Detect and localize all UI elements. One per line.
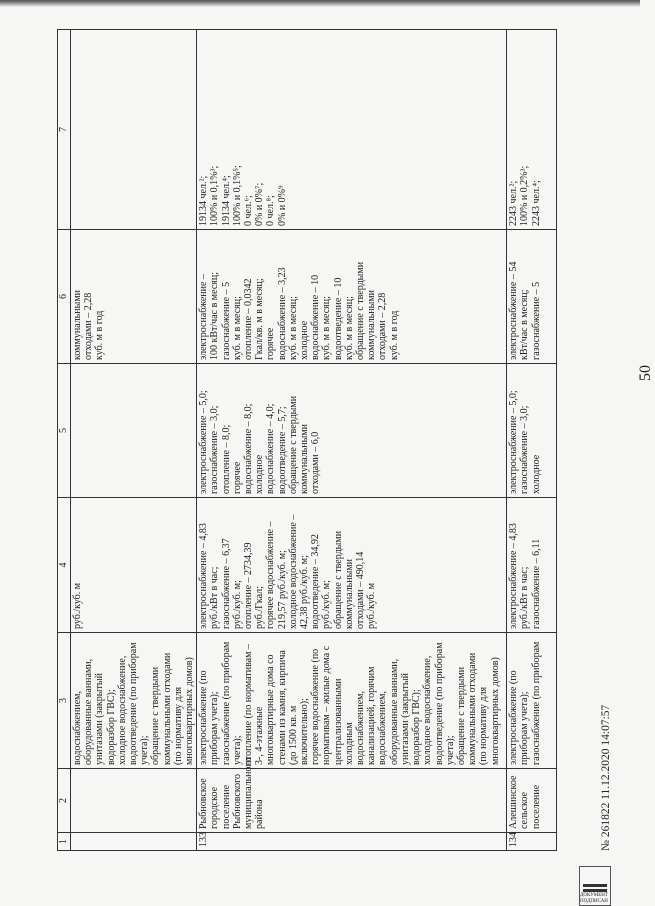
table-row bbox=[197, 30, 507, 851]
cell-line: руб./кВт в час; bbox=[519, 566, 531, 629]
cell-line: водоотведение – 5,7; bbox=[276, 406, 288, 494]
cell-line: руб./кВт в час; bbox=[209, 566, 221, 629]
cell-line: обращение с твердыми bbox=[455, 666, 467, 765]
services-cell bbox=[197, 633, 507, 769]
cell-line: отопление – 0,0342 bbox=[243, 278, 255, 360]
cell-line: водоснабжением, bbox=[355, 691, 367, 765]
cell-line: учета); bbox=[231, 735, 243, 765]
cell-line: коммунальными отходами bbox=[161, 652, 173, 765]
cell-line: отходами – 2,28 bbox=[377, 292, 389, 360]
population-share-cell bbox=[197, 30, 507, 230]
cell-line: 3-, 4-этажные bbox=[254, 706, 266, 765]
cell-line: района bbox=[254, 799, 266, 829]
cell-line: стенами из камня, кирпича bbox=[276, 650, 288, 765]
cell-line: 2243 чел.⁴; bbox=[530, 180, 542, 226]
row-number: 133 bbox=[198, 832, 210, 847]
cell-line: куб. м в месяц; bbox=[343, 296, 355, 360]
cell-line: горячее bbox=[231, 461, 243, 494]
column-number: 5 bbox=[58, 364, 71, 498]
cell-line: 2243 чел.²; bbox=[508, 180, 520, 226]
cell-line: отходами – 2,28 bbox=[83, 292, 95, 360]
stamp-text: ДОКУМЕНТ ПОДПИСАН bbox=[580, 893, 608, 904]
cell-line: холодное водоснабжение, bbox=[422, 655, 434, 765]
cell-line: куб. м в месяц; bbox=[321, 296, 333, 360]
cell-line: Рыбновского bbox=[231, 773, 243, 829]
cell-line: водоснабжение – 4,0; bbox=[265, 403, 277, 494]
cell-line: 0 чел.⁶; bbox=[243, 195, 255, 226]
scan-edge-shadow bbox=[0, 0, 640, 10]
cell-line: куб. м в год bbox=[94, 310, 106, 360]
services-cell bbox=[71, 633, 197, 769]
growth-index-cell bbox=[71, 364, 197, 498]
cell-line: холодным bbox=[343, 722, 355, 765]
row-number-cell bbox=[71, 833, 197, 851]
cell-line: руб./Гкал; bbox=[254, 586, 266, 629]
cell-line: унитазами (закрытый bbox=[94, 673, 106, 765]
cell-line: коммунальными bbox=[366, 290, 378, 360]
cell-line: многоквартирных домов) bbox=[184, 657, 196, 765]
cell-line: водоотведение – 10 bbox=[332, 277, 344, 360]
cell-line: канализацией, горячим bbox=[366, 666, 378, 765]
cell-line: руб./куб. м; bbox=[231, 580, 243, 629]
cell-line: многоквартирные дома со bbox=[265, 654, 277, 765]
consumption-volume-cell bbox=[71, 230, 197, 364]
cell-line: 0 чел.⁸; bbox=[265, 195, 277, 226]
cell-line: водоснабжением, bbox=[377, 691, 389, 765]
cell-line: газоснабжение – 5 bbox=[530, 281, 542, 360]
cell-line: включительно); bbox=[299, 698, 311, 765]
cell-line: руб./куб. м bbox=[366, 582, 378, 629]
settlement-name-cell bbox=[197, 757, 507, 833]
cell-line: холодное bbox=[254, 454, 266, 494]
cell-line: газоснабжение (по приборам bbox=[530, 641, 542, 765]
services-cell bbox=[507, 633, 557, 769]
cell-line: электроснабжение (по bbox=[198, 670, 210, 765]
document-registration-footer: № 261822 11.12.2020 14:07:57 bbox=[600, 704, 612, 851]
cell-line: нормативам – жилые дома с bbox=[321, 645, 333, 765]
cell-line: городское bbox=[209, 786, 221, 829]
cell-line: обращение с твердыми bbox=[332, 530, 344, 629]
cell-line: отходами – 6,0 bbox=[310, 431, 322, 494]
cell-line: холодное bbox=[530, 454, 542, 494]
cell-line: газоснабжение – 5 bbox=[220, 281, 232, 360]
column-number: 7 bbox=[58, 30, 71, 230]
cell-line: коммунальными bbox=[72, 290, 83, 360]
signature-stamp bbox=[579, 866, 611, 906]
cell-line: Алешинское bbox=[508, 775, 520, 829]
cell-line: коммунальными bbox=[343, 559, 355, 629]
stamp-bar bbox=[583, 884, 607, 887]
cell-line: электроснабжение – 5,0; bbox=[508, 390, 520, 494]
cell-line: электроснабжение – 4,83 bbox=[508, 523, 520, 629]
cell-line: обращение с твердыми bbox=[287, 395, 299, 494]
cell-line: холодное bbox=[299, 320, 311, 360]
cell-line: централизованными bbox=[332, 678, 344, 765]
cell-line: приборам учета); bbox=[209, 691, 221, 765]
cell-line: 100% и 0,1%⁵; bbox=[231, 165, 243, 226]
cell-line: приборам учета); bbox=[519, 691, 531, 765]
cell-line: 100 кВт/час в месяц; bbox=[209, 272, 221, 360]
cell-line: 219,57 руб./куб. м; bbox=[276, 550, 288, 629]
cell-line: 42,38 руб./куб. м; bbox=[299, 555, 311, 629]
cell-line: горячее водоснабжение (по bbox=[310, 648, 322, 765]
cell-line: водоснабжение – 3,23 bbox=[276, 267, 288, 360]
cell-line: коммунальными отходами bbox=[467, 652, 479, 765]
continuation-row bbox=[71, 30, 197, 851]
cell-line: многоквартирных домов) bbox=[489, 657, 501, 765]
cell-line: (по нормативу для bbox=[172, 686, 184, 765]
cell-line: отопление – 2734,39 bbox=[243, 542, 255, 629]
cell-line: электроснабжение – 4,83 bbox=[198, 523, 210, 629]
cell-line: унитазами (закрытый bbox=[399, 673, 411, 765]
cell-line: оборудованные ваннами, bbox=[388, 658, 400, 765]
cell-line: муниципального bbox=[243, 757, 255, 829]
cell-line: поселение bbox=[530, 784, 542, 829]
column-number: 2 bbox=[58, 769, 71, 833]
cell-line: 19134 чел.⁴; bbox=[220, 175, 232, 226]
stamp-bar bbox=[583, 889, 607, 892]
cell-line: куб. м в месяц; bbox=[287, 296, 299, 360]
cell-line: газоснабжение – 3,0; bbox=[519, 405, 531, 494]
cell-line: отопление (по нормативам – bbox=[243, 644, 255, 765]
cell-line: водоразбор ГВС); bbox=[411, 689, 423, 765]
cell-line: электроснабжение – 54 bbox=[508, 261, 520, 360]
cell-line: электроснабжение (по bbox=[508, 670, 520, 765]
cell-line: водоотведение – 34,92 bbox=[310, 534, 322, 629]
cell-line: руб./куб. м; bbox=[321, 580, 333, 629]
column-number-row bbox=[58, 30, 71, 851]
cell-line: поселение bbox=[220, 784, 232, 829]
cell-line: учета); bbox=[444, 735, 456, 765]
cell-line: учета); bbox=[139, 735, 151, 765]
cell-line: кВт/час в месяц; bbox=[519, 289, 531, 360]
column-number: 4 bbox=[58, 498, 71, 633]
cell-line: горячее водоснабжение – bbox=[265, 521, 277, 629]
cell-line: оборудованные ваннами, bbox=[83, 658, 95, 765]
cell-line: 19134 чел.²; bbox=[198, 175, 210, 226]
table-row bbox=[507, 30, 557, 851]
column-number: 3 bbox=[58, 633, 71, 769]
cell-line: куб. м в месяц; bbox=[231, 296, 243, 360]
cell-line: отопление – 8,0; bbox=[220, 424, 232, 494]
settlement-name-cell bbox=[507, 769, 557, 833]
consumption-volume-cell bbox=[197, 230, 507, 364]
tariff-table bbox=[57, 29, 557, 851]
cell-line: Рыбновское bbox=[198, 778, 210, 829]
cell-line: газоснабжение – 6,37 bbox=[220, 538, 232, 629]
tariffs-cell bbox=[71, 498, 197, 633]
cell-line: Гкал/кв. м в месяц; bbox=[254, 278, 266, 360]
cell-line: холодное водоснабжение, bbox=[116, 655, 128, 765]
row-number: 134 bbox=[508, 832, 520, 847]
cell-line: холодное водоснабжение – bbox=[287, 514, 299, 629]
cell-line: отходами – 490,14 bbox=[355, 551, 367, 629]
cell-line: 0% и 0%⁹ bbox=[276, 185, 288, 226]
cell-line: обращение с твердыми bbox=[150, 666, 162, 765]
cell-line: водоотведение (по приборам bbox=[433, 642, 445, 765]
tariffs-cell bbox=[507, 498, 557, 633]
cell-line: (до 1500 кв. м bbox=[287, 705, 299, 765]
cell-line: электроснабжение – 5,0; bbox=[198, 390, 210, 494]
consumption-volume-cell bbox=[507, 230, 557, 364]
cell-line: водоотведение (по приборам bbox=[128, 642, 140, 765]
cell-line: обращение с твердыми bbox=[355, 261, 367, 360]
page-number: 50 bbox=[637, 365, 654, 381]
cell-line: (по нормативу для bbox=[478, 686, 490, 765]
column-number: 6 bbox=[58, 230, 71, 364]
growth-index-cell bbox=[197, 364, 507, 498]
cell-line: водоснабжением, bbox=[72, 691, 83, 765]
settlement-name-cell bbox=[71, 769, 197, 833]
cell-line: газоснабжение – 3,0; bbox=[209, 405, 221, 494]
cell-line: руб./куб. м bbox=[72, 582, 83, 629]
cell-line: коммунальными bbox=[299, 424, 311, 494]
cell-line: сельское bbox=[519, 792, 531, 829]
population-share-cell bbox=[71, 30, 197, 230]
cell-line: куб. м в год bbox=[388, 310, 400, 360]
cell-line: 0% и 0%⁷; bbox=[254, 182, 266, 226]
cell-line: электроснабжение – bbox=[198, 274, 210, 360]
cell-line: водоразбор ГВС); bbox=[105, 689, 117, 765]
column-number: 1 bbox=[58, 833, 71, 851]
cell-line: 100% и 0,1%³; bbox=[209, 165, 221, 226]
growth-index-cell bbox=[507, 364, 557, 498]
row-number-cell bbox=[507, 833, 557, 851]
cell-line: 100% и 0,2%³; bbox=[519, 165, 531, 226]
population-share-cell bbox=[507, 30, 557, 230]
cell-line: водоснабжение – 8,0; bbox=[243, 403, 255, 494]
cell-line: горячее bbox=[265, 327, 277, 360]
tariffs-cell bbox=[197, 498, 507, 633]
cell-line: водоснабжение – 10 bbox=[310, 274, 322, 360]
cell-line: газоснабжение (по приборам bbox=[220, 641, 232, 765]
cell-line: газоснабжение – 6,11 bbox=[530, 538, 542, 629]
rotated-table-container bbox=[57, 30, 557, 851]
row-number-cell bbox=[197, 833, 507, 851]
